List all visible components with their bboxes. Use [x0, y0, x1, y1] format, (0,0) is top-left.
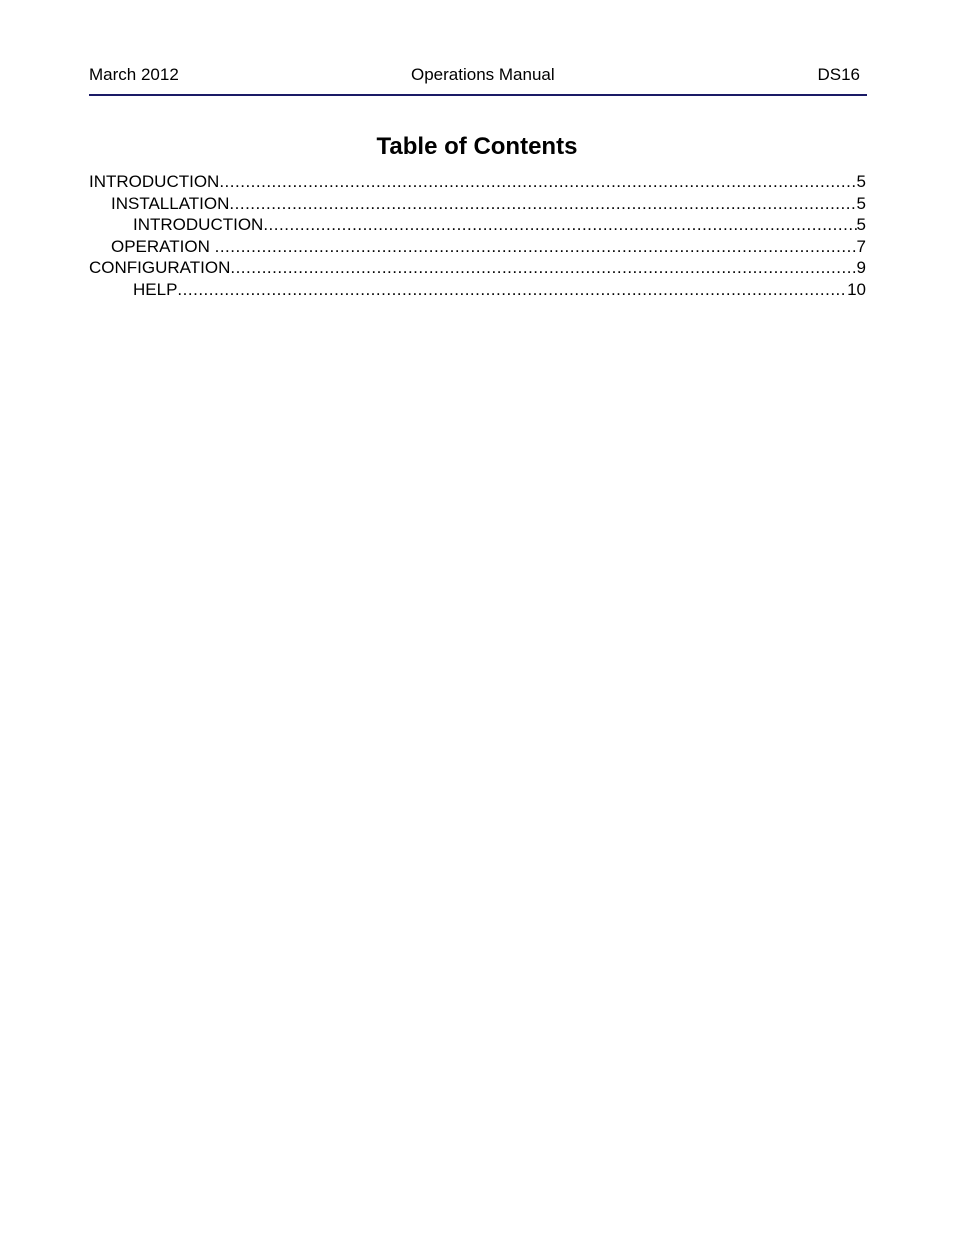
toc-entry-label: INTRODUCTION — [89, 172, 220, 191]
toc-page-number: 5 — [856, 215, 866, 235]
header-divider — [89, 94, 867, 96]
toc-dot-leader — [263, 214, 856, 236]
toc-entry-help[interactable] — [89, 279, 866, 301]
toc-dot-leader — [219, 171, 856, 193]
toc-entry-operation[interactable] — [89, 236, 866, 258]
toc-dot-leader — [177, 279, 847, 301]
toc-dot-leader — [215, 236, 857, 258]
toc-entry-label: CONFIGURATION — [89, 258, 231, 278]
toc-entry-label: OPERATION — [111, 236, 215, 256]
toc-entry-label: HELP — [133, 279, 178, 299]
toc-page-number: 5 — [856, 172, 866, 191]
toc-page-number: 10 — [847, 279, 866, 299]
toc-page-number: 9 — [856, 258, 866, 278]
toc-entry-label: INTRODUCTION — [133, 215, 264, 235]
table-of-contents — [89, 171, 866, 301]
toc-entry-introduction[interactable] — [89, 171, 866, 193]
toc-page-number: 5 — [856, 193, 866, 213]
toc-entry-configuration[interactable] — [89, 257, 866, 279]
toc-page-number: 7 — [856, 236, 866, 256]
header-date: March 2012 — [89, 65, 179, 84]
toc-entry-label: INSTALLATION — [111, 193, 230, 213]
toc-dot-leader — [229, 193, 856, 215]
header-document-code: DS16 — [817, 65, 860, 84]
toc-title: Table of Contents — [376, 133, 578, 160]
toc-dot-leader — [230, 257, 856, 279]
toc-entry-installation-introduction[interactable] — [89, 214, 866, 236]
page-header — [89, 64, 866, 86]
toc-entry-installation[interactable] — [89, 193, 866, 215]
header-title: Operations Manual — [411, 65, 555, 84]
